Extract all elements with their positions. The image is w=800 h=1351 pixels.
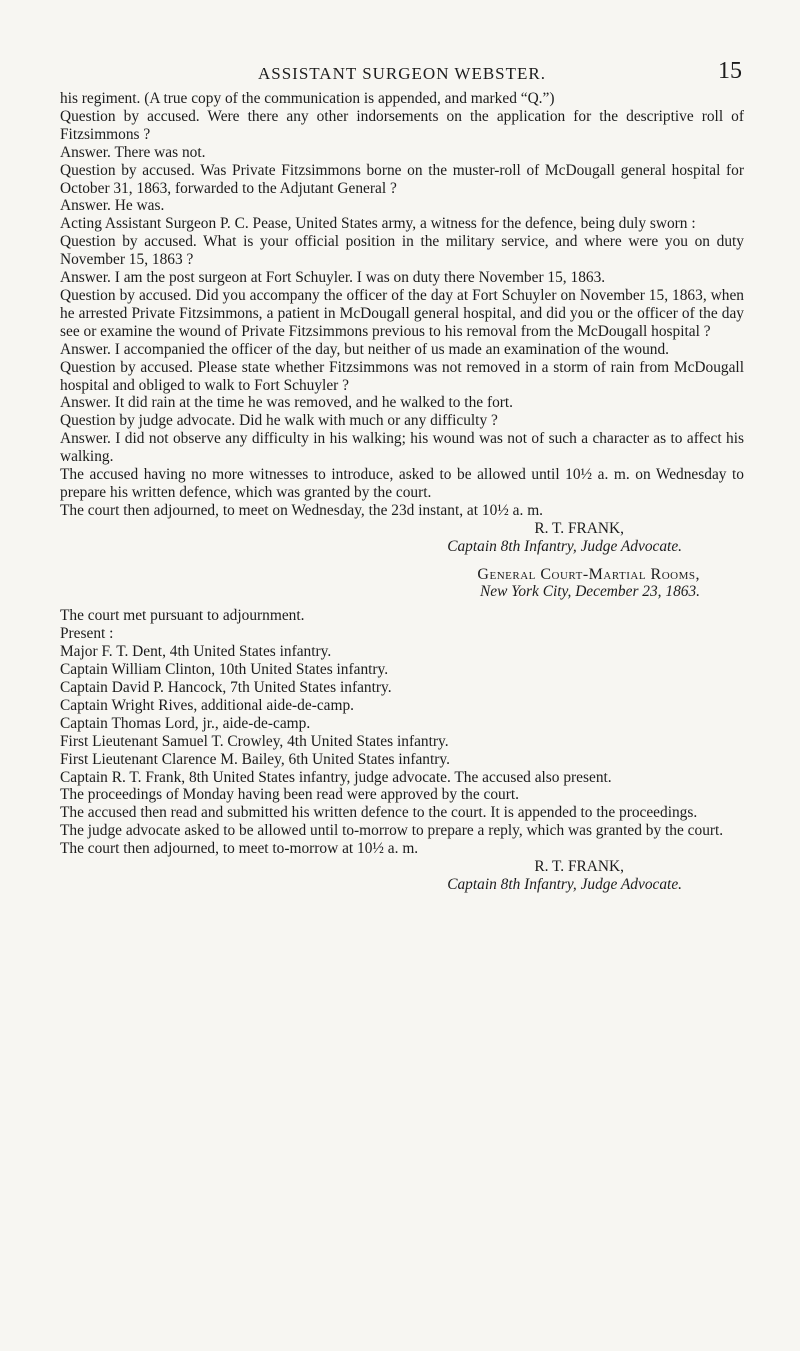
location-heading: General Court-Martial Rooms, [477, 565, 700, 583]
member-line: First Lieutenant Clarence M. Bailey, 6th United States infantry. [60, 750, 450, 768]
paragraph: Question by judge advocate. Did he walk with much or any difficulty ? [60, 412, 498, 430]
paragraph: Answer. There was not. [60, 143, 206, 161]
paragraph: The accused then read and submitted his written defence to the court. It is appended to the proceedings. [60, 804, 698, 822]
member-line: Captain Thomas Lord, jr., aide-de-camp. [60, 714, 311, 732]
paragraph: Question by accused. Was Private Fitzsimmons borne on the muster-roll of McDougall general hospital for October 31, 1863, forwarded to the Adjutant General ? [60, 161, 744, 197]
member-line: Captain David P. Hancock, 7th United States infantry. [60, 679, 392, 696]
signature-name: R. T. FRANK, [534, 858, 624, 876]
paragraph: Answer. I did not observe any difficulty in his walking; his wound was not of such a character as to affect his walking. [60, 430, 744, 466]
paragraph: Answer. I accompanied the officer of the day, but neither of us made an examination of the wound. [60, 340, 670, 358]
paragraph: Answer. He was. [60, 197, 165, 215]
body-text [60, 90, 744, 894]
location-date: New York City, December 23, 1863. [479, 583, 700, 601]
paragraph: The judge advocate asked to be allowed until to-morrow to prepare a reply, which was granted by the court. [60, 822, 724, 840]
signature-block [60, 520, 744, 556]
paragraph: Present : [60, 625, 114, 643]
running-head [60, 56, 744, 90]
paragraph: The court then adjourned, to meet to-morrow at 10½ a. m. [60, 840, 419, 858]
paragraph: The court met pursuant to adjournment. [60, 607, 305, 625]
signature-role: Captain 8th Infantry, Judge Advocate. [447, 875, 682, 893]
running-title: ASSISTANT SURGEON WEBSTER. [257, 64, 546, 83]
paragraph: Answer. I am the post surgeon at Fort Schuyler. I was on duty there November 15, 1863. [60, 269, 606, 287]
paragraph: Answer. It did rain at the time he was removed, and he walked to the fort. [60, 394, 514, 412]
member-line: Captain William Clinton, 10th United States infantry. [60, 661, 389, 679]
paragraph: Question by accused. Did you accompany the officer of the day at Fort Schuyler on November 15, 1863, when he arrested Private Fitzsimmons, a patient in McDougall general hospital, and did you or the officer of the day see or examine the wound of Private Fitzsimmons previous to his removal from the McDougall hospital ? [60, 286, 744, 340]
paragraph: Question by accused. What is your official position in the military service, and where were you on duty November 15, 1863 ? [60, 233, 744, 269]
paragraph: The proceedings of Monday having been read were approved by the court. [60, 786, 519, 804]
paragraph: The accused having no more witnesses to introduce, asked to be allowed until 10½ a. m. on Wednesday to prepare his written defence, which was granted by the court. [60, 466, 744, 501]
signature-block [60, 858, 744, 894]
member-line: First Lieutenant Samuel T. Crowley, 4th United States infantry. [60, 732, 449, 750]
member-line: Major F. T. Dent, 4th United States infantry. [60, 643, 332, 661]
paragraph: Question by accused. Please state whether Fitzsimmons was not removed in a storm of rain from McDougall hospital and obliged to walk to Fort Schuyler ? [60, 358, 744, 394]
page-number: 15 [718, 58, 742, 84]
paragraph: The court then adjourned, to meet on Wednesday, the 23d instant, at 10½ a. m. [60, 501, 544, 519]
paragraph: his regiment. (A true copy of the communication is appended, and marked “Q.”) [60, 90, 555, 107]
signature-name: R. T. FRANK, [534, 519, 624, 537]
signature-role: Captain 8th Infantry, Judge Advocate. [447, 537, 682, 555]
paragraph: Acting Assistant Surgeon P. C. Pease, United States army, a witness for the defence, being duly sworn : [60, 215, 696, 233]
member-line: Captain R. T. Frank, 8th United States infantry, judge advocate. The accused also present. [60, 768, 612, 786]
member-line: Captain Wright Rives, additional aide-de-camp. [60, 696, 354, 714]
paragraph: Question by accused. Were there any other indorsements on the application for the descriptive roll of Fitzsimmons ? [60, 107, 744, 143]
